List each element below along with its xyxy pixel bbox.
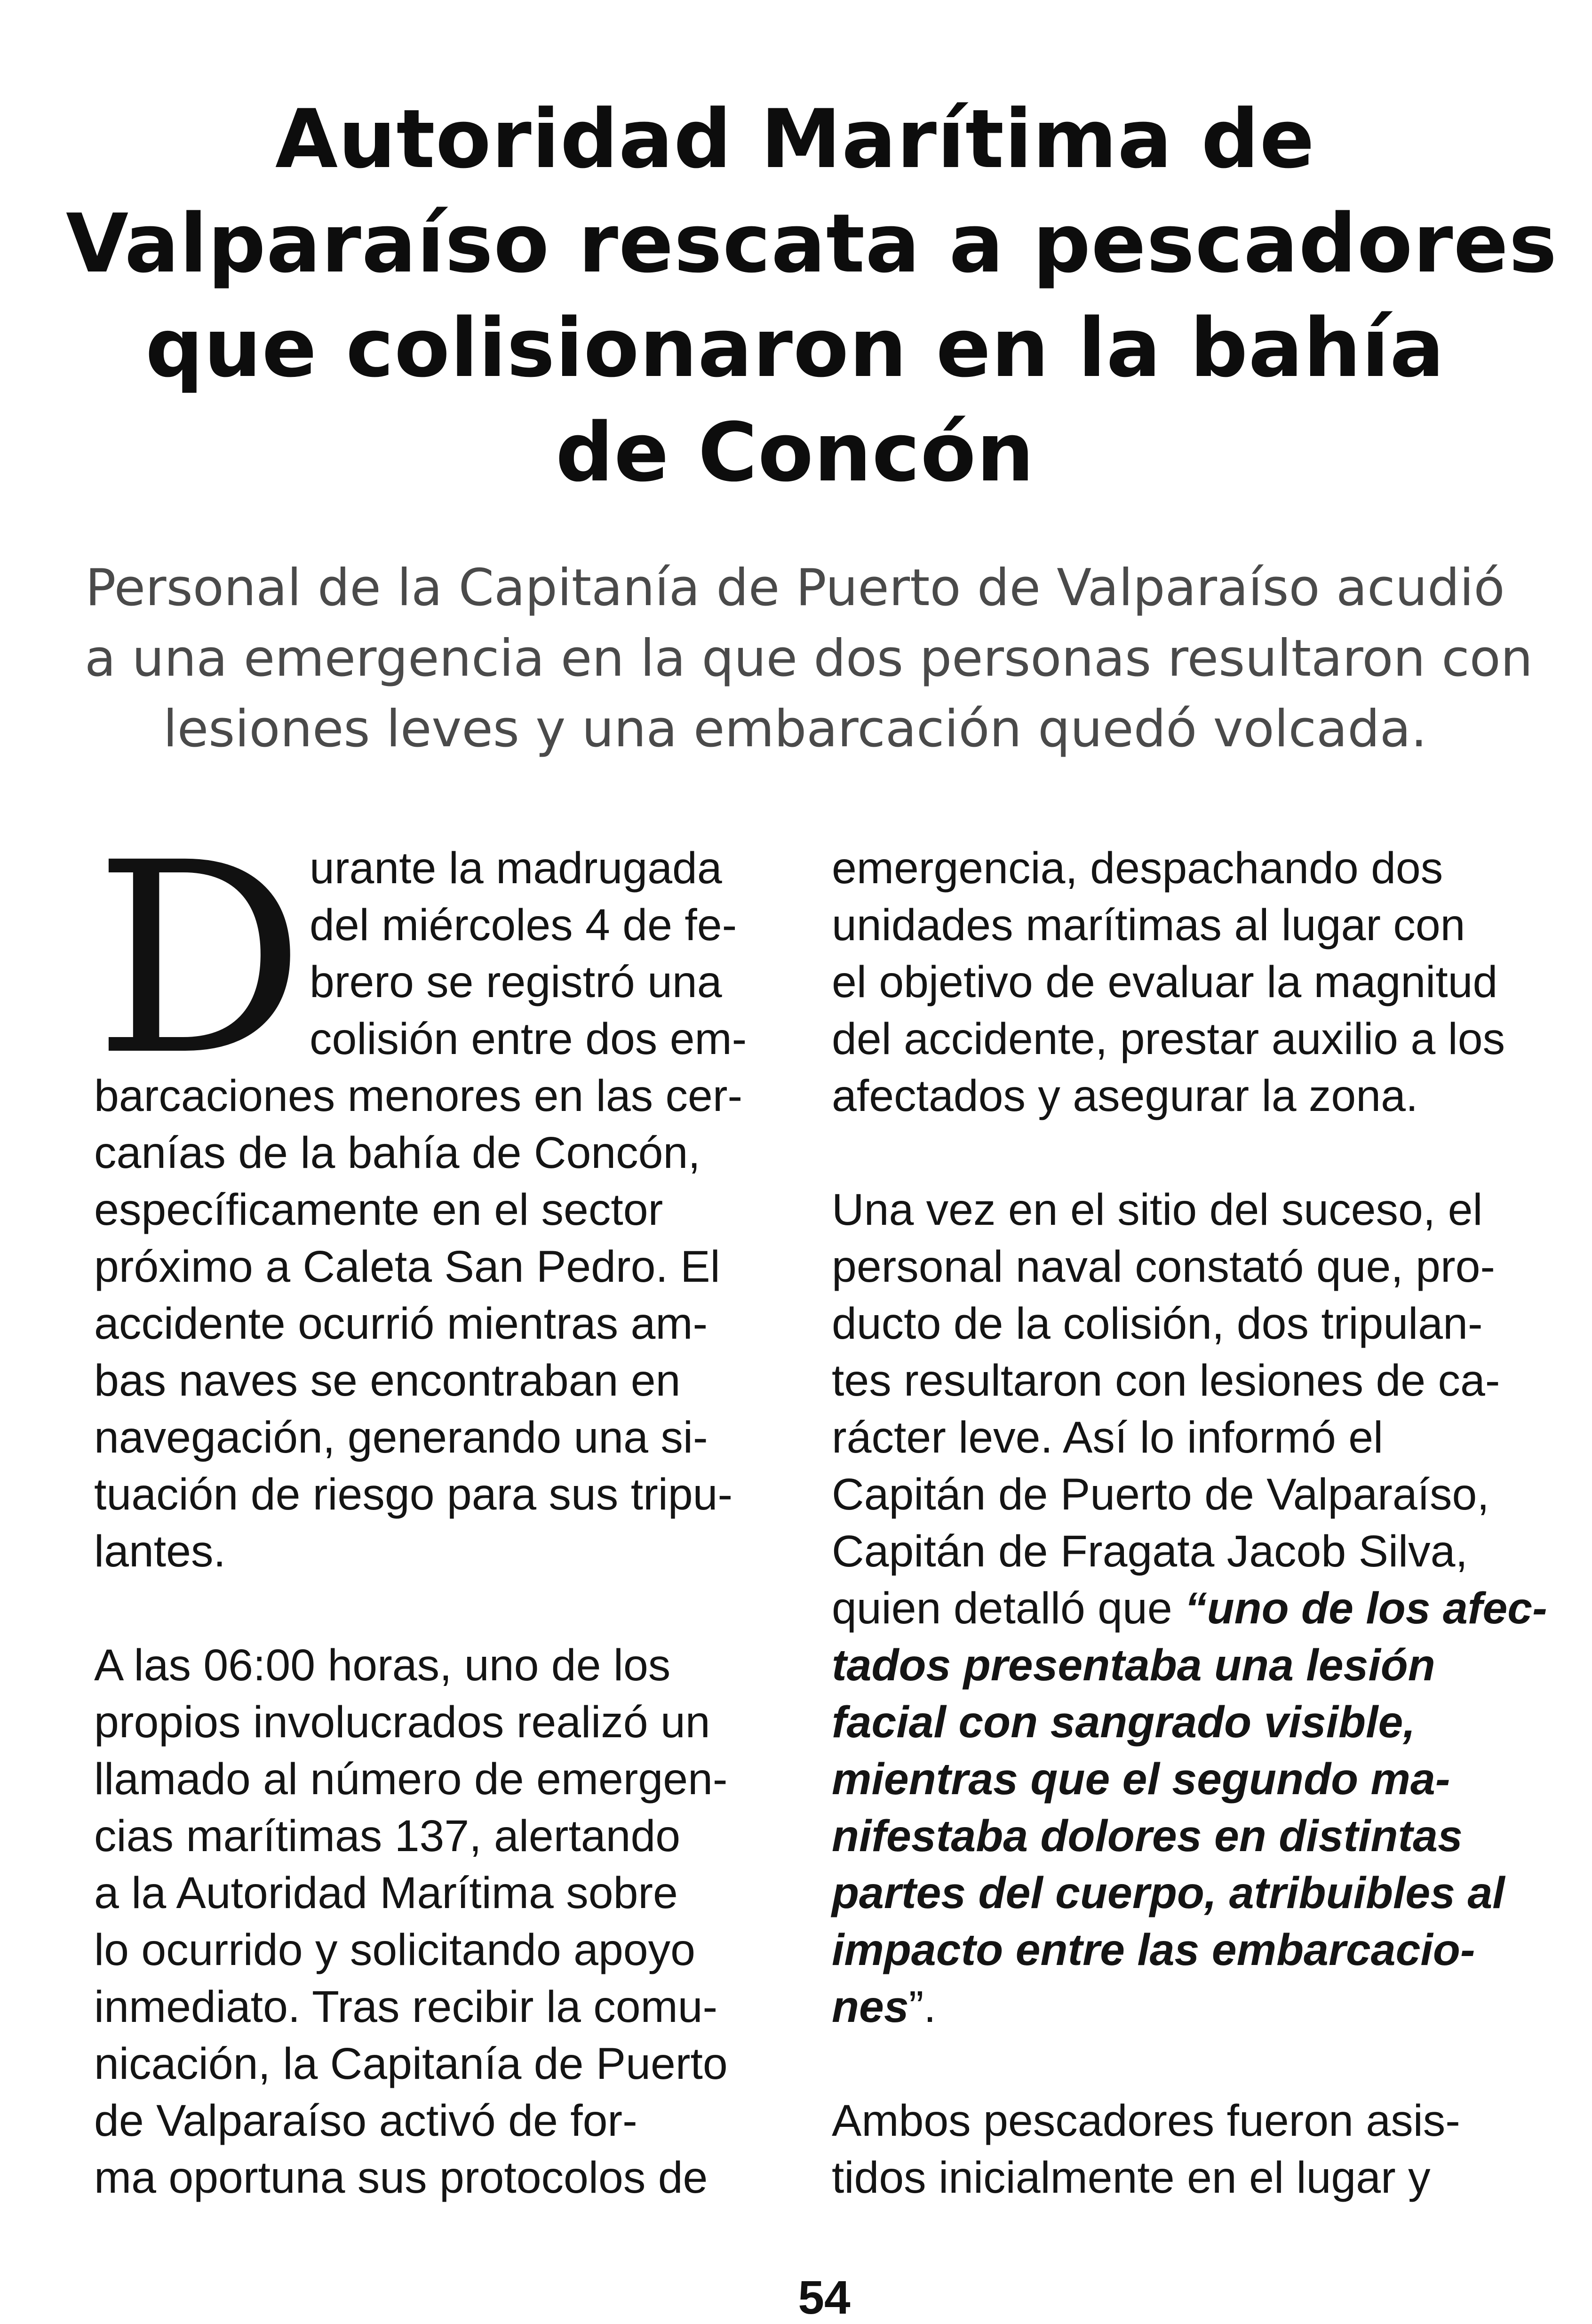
text-line: emergencia, despachando dos	[832, 843, 1443, 893]
text-line: tidos inicialmente en el lugar y	[832, 2153, 1431, 2203]
quote-close: ”.	[908, 1982, 936, 2032]
headline-line: Autoridad Marítima de	[275, 92, 1315, 186]
text-line: cias marítimas 137, alertando	[94, 1811, 681, 1861]
right-column	[832, 840, 1547, 2206]
deck-line: Personal de la Capitanía de Puerto de Valparaíso acudió	[85, 559, 1505, 617]
text-line: del miércoles 4 de fe-	[310, 900, 737, 950]
quote-line: impacto entre las embarcacio-	[832, 1925, 1475, 1975]
quote-text: “uno de los afec-	[1185, 1583, 1547, 1633]
text-line: Capitán de Puerto de Valparaíso,	[832, 1469, 1489, 1519]
paragraph	[94, 840, 790, 1580]
text-line: tuación de riesgo para sus tripu-	[94, 1469, 733, 1519]
text-line	[832, 1979, 1547, 2036]
headline-line: que colisionaron en la bahía	[145, 301, 1445, 395]
text-line: ducto de la colisión, dos tripulan-	[832, 1299, 1483, 1349]
text-line: urante la madrugada	[310, 843, 722, 893]
text-line: accidente ocurrió mientras am-	[94, 1299, 708, 1349]
text-line: barcaciones menores en las cer-	[94, 1071, 743, 1121]
text-line: bas naves se encontraban en	[94, 1356, 681, 1406]
quote-line: facial con sangrado visible,	[832, 1697, 1416, 1747]
paragraph-gap	[94, 1580, 790, 1637]
text-line: colisión entre dos em-	[310, 1014, 747, 1064]
text-line: afectados y asegurar la zona.	[832, 1071, 1418, 1121]
paragraph	[832, 1182, 1547, 2036]
text-line: de Valparaíso activó de for-	[94, 2096, 637, 2146]
text-line: lantes.	[94, 1526, 226, 1576]
text-line: navegación, generando una si-	[94, 1413, 708, 1462]
quote-line: mientras que el segundo ma-	[832, 1754, 1450, 1804]
quote-line: tados presentaba una lesión	[832, 1640, 1435, 1690]
drop-cap: D	[94, 807, 305, 1113]
text-line: unidades marítimas al lugar con	[832, 900, 1465, 950]
quote-lead: quien detalló que	[832, 1583, 1185, 1633]
headline-line: de Concón	[555, 405, 1035, 500]
text-line: A las 06:00 horas, uno de los	[94, 1640, 671, 1690]
text-line: inmediato. Tras recibir la comu-	[94, 1982, 718, 2032]
text-line: brero se registró una	[310, 957, 722, 1007]
text-line: Ambos pescadores fueron asis-	[832, 2096, 1460, 2146]
paragraph	[94, 1637, 790, 2206]
text-line: a la Autoridad Marítima sobre	[94, 1868, 678, 1918]
paragraph-gap	[832, 2036, 1547, 2092]
paragraph	[832, 2092, 1547, 2206]
text-line: personal naval constató que, pro-	[832, 1242, 1496, 1292]
deck-subtitle	[85, 553, 1533, 765]
quote-line: partes del cuerpo, atribuibles al	[832, 1868, 1505, 1918]
paragraph	[832, 840, 1547, 1125]
quote-line: nifestaba dolores en distintas	[832, 1811, 1463, 1861]
quote-end: nes	[832, 1982, 909, 2032]
text-line: el objetivo de evaluar la magnitud	[832, 957, 1498, 1007]
text-line: nicación, la Capitanía de Puerto	[94, 2039, 728, 2089]
text-line: llamado al número de emergen-	[94, 1754, 728, 1804]
text-line	[832, 1580, 1547, 1637]
headline	[66, 87, 1558, 505]
text-line: del accidente, prestar auxilio a los	[832, 1014, 1505, 1064]
text-line: rácter leve. Así lo informó el	[832, 1413, 1384, 1462]
text-line: próximo a Caleta San Pedro. El	[94, 1242, 720, 1292]
text-line: canías de la bahía de Concón,	[94, 1128, 700, 1178]
page-number: 54	[798, 2271, 851, 2324]
text-line: específicamente en el sector	[94, 1185, 663, 1235]
deck-line: a una emergencia en la que dos personas resultaron con	[85, 629, 1533, 688]
text-line: lo ocurrido y solicitando apoyo	[94, 1925, 695, 1975]
paragraph-gap	[832, 1125, 1547, 1182]
text-line: ma oportuna sus protocolos de	[94, 2153, 708, 2203]
left-column	[94, 840, 790, 2206]
text-line: Capitán de Fragata Jacob Silva,	[832, 1526, 1468, 1576]
text-line: Una vez en el sitio del suceso, el	[832, 1185, 1483, 1235]
headline-line: Valparaíso rescata a pescadores	[66, 196, 1558, 291]
text-line: tes resultaron con lesiones de ca-	[832, 1356, 1500, 1406]
text-line: propios involucrados realizó un	[94, 1697, 710, 1747]
deck-line: lesiones leves y una embarcación quedó volcada.	[163, 700, 1427, 759]
